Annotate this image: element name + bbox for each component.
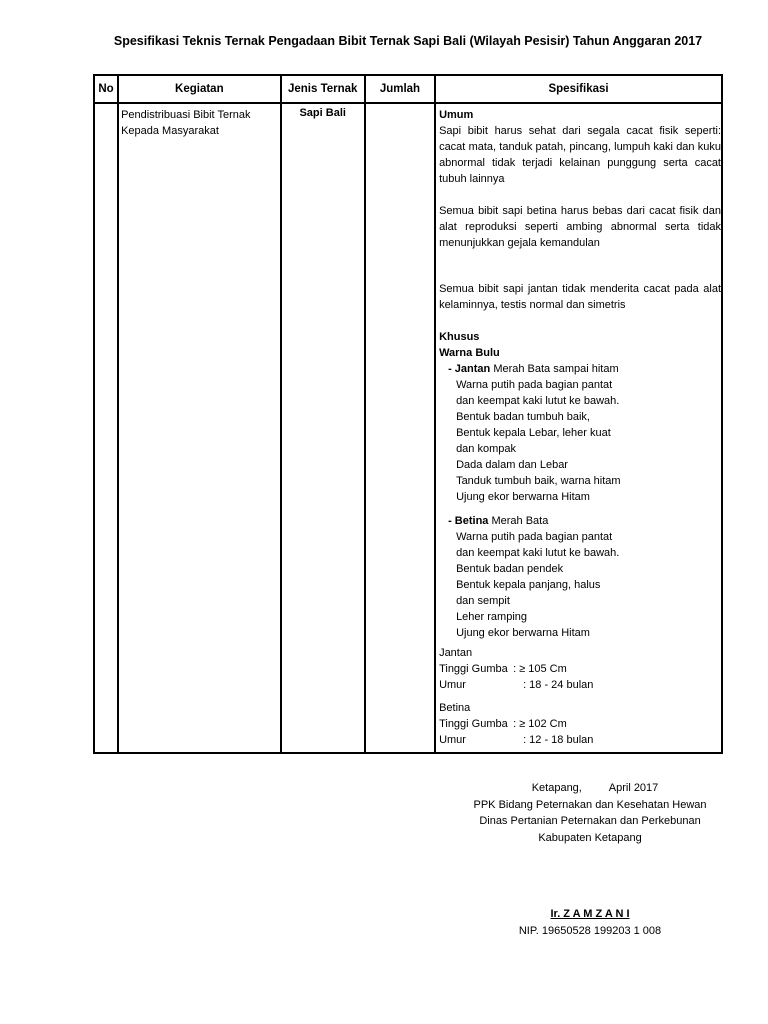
- list-item: Tanduk tumbuh baik, warna hitam: [456, 475, 621, 487]
- list-item: Warna putih pada bagian pantat: [456, 531, 613, 543]
- jantan-color: Merah Bata sampai hitam: [493, 363, 619, 375]
- list-item: Bentuk badan tumbuh baik,: [456, 411, 590, 423]
- signature-block: [440, 780, 740, 846]
- list-item: Bentuk kepala Lebar, leher kuat: [456, 427, 611, 439]
- list-item: dan sempit: [456, 595, 510, 607]
- jantan-size-heading: Jantan: [439, 647, 473, 659]
- signatory-nip: NIP. 19650528 199203 1 008: [518, 924, 662, 937]
- betina-label: - Betina: [448, 515, 489, 527]
- betina-umur-value: : 12 - 18 bulan: [523, 734, 594, 746]
- jantan-umur-value: : 18 - 24 bulan: [523, 679, 594, 691]
- list-item: Bentuk badan pendek: [456, 563, 564, 575]
- betina-size-heading: Betina: [439, 702, 471, 714]
- list-item: Leher ramping: [456, 611, 527, 623]
- document-title: Spesifikasi Teknis Ternak Pengadaan Bibit Ternak Sapi Bali (Wilayah Pesisir) Tahun Anggaran 2017: [113, 34, 703, 48]
- list-item: Ujung ekor berwarna Hitam: [456, 491, 590, 503]
- jantan-label: - Jantan: [448, 363, 491, 375]
- list-item: dan kompak: [456, 443, 516, 455]
- jantan-tinggi-label: Tinggi Gumba: [439, 663, 508, 675]
- jantan-tinggi-value: : ≥ 105 Cm: [513, 663, 567, 675]
- jantan-tinggi-row: [439, 661, 721, 677]
- signatory-position: PPK Bidang Peternakan dan Kesehatan Hewan: [473, 798, 707, 811]
- betina-color-line: [439, 513, 721, 529]
- specification-table: [93, 74, 723, 754]
- umum-paragraph-1: Sapi bibit harus sehat dari segala cacat fisik seperti: cacat mata, tanduk patah, pincang, lumpuh kaki dan kuku abnormal tidak terjadi kelainan punggung serta cacat tubuh lainnya: [439, 125, 721, 185]
- warna-bulu-heading: Warna Bulu: [439, 347, 500, 359]
- jantan-color-line: [439, 361, 721, 377]
- betina-umur-row: [439, 732, 721, 748]
- place-date: Ketapang, April 2017: [531, 782, 659, 794]
- list-item: Bentuk kepala panjang, halus: [456, 579, 601, 591]
- betina-color: Merah Bata: [491, 515, 549, 527]
- header-jumlah: Jumlah: [365, 75, 435, 103]
- list-item: dan keempat kaki lutut ke bawah.: [456, 395, 620, 407]
- signatory-identity: [440, 906, 740, 939]
- khusus-heading: Khusus: [439, 331, 480, 343]
- list-item: Ujung ekor berwarna Hitam: [456, 627, 590, 639]
- cell-kegiatan: Pendistribuasi Bibit Ternak Kepada Masyarakat: [118, 103, 281, 753]
- betina-umur-label: Umur: [439, 734, 466, 746]
- header-kegiatan: Kegiatan: [118, 75, 281, 103]
- header-jenis-ternak: Jenis Ternak: [281, 75, 365, 103]
- cell-spesifikasi: [435, 103, 722, 753]
- betina-tinggi-value: : ≥ 102 Cm: [513, 718, 567, 730]
- cell-jumlah: [365, 103, 435, 753]
- umum-heading: Umum: [439, 109, 474, 121]
- table-header-row: [94, 75, 722, 103]
- betina-tinggi-label: Tinggi Gumba: [439, 718, 508, 730]
- jantan-umur-row: [439, 677, 721, 693]
- signatory-name: Ir. Z A M Z A N I: [550, 908, 630, 920]
- betina-tinggi-row: [439, 716, 721, 732]
- jantan-umur-label: Umur: [439, 679, 466, 691]
- table-row: [94, 103, 722, 753]
- header-no: No: [94, 75, 118, 103]
- umum-paragraph-2: Semua bibit sapi betina harus bebas dari cacat fisik dan alat reproduksi seperti ambing abnormal serta tidak menunjukkan gejala kemandulan: [439, 205, 721, 249]
- list-item: Warna putih pada bagian pantat: [456, 379, 613, 391]
- umum-paragraph-3: Semua bibit sapi jantan tidak menderita cacat pada alat kelaminnya, testis normal dan simetris: [439, 283, 721, 311]
- cell-jenis-ternak: Sapi Bali: [281, 103, 365, 753]
- cell-no: [94, 103, 118, 753]
- header-spesifikasi: Spesifikasi: [435, 75, 722, 103]
- signatory-office: Dinas Pertanian Peternakan dan Perkebunan: [479, 815, 701, 827]
- signatory-region: Kabupaten Ketapang: [538, 831, 642, 844]
- list-item: Dada dalam dan Lebar: [456, 459, 568, 471]
- betina-traits: [439, 529, 721, 641]
- list-item: dan keempat kaki lutut ke bawah.: [456, 547, 620, 559]
- jantan-traits: [439, 377, 721, 505]
